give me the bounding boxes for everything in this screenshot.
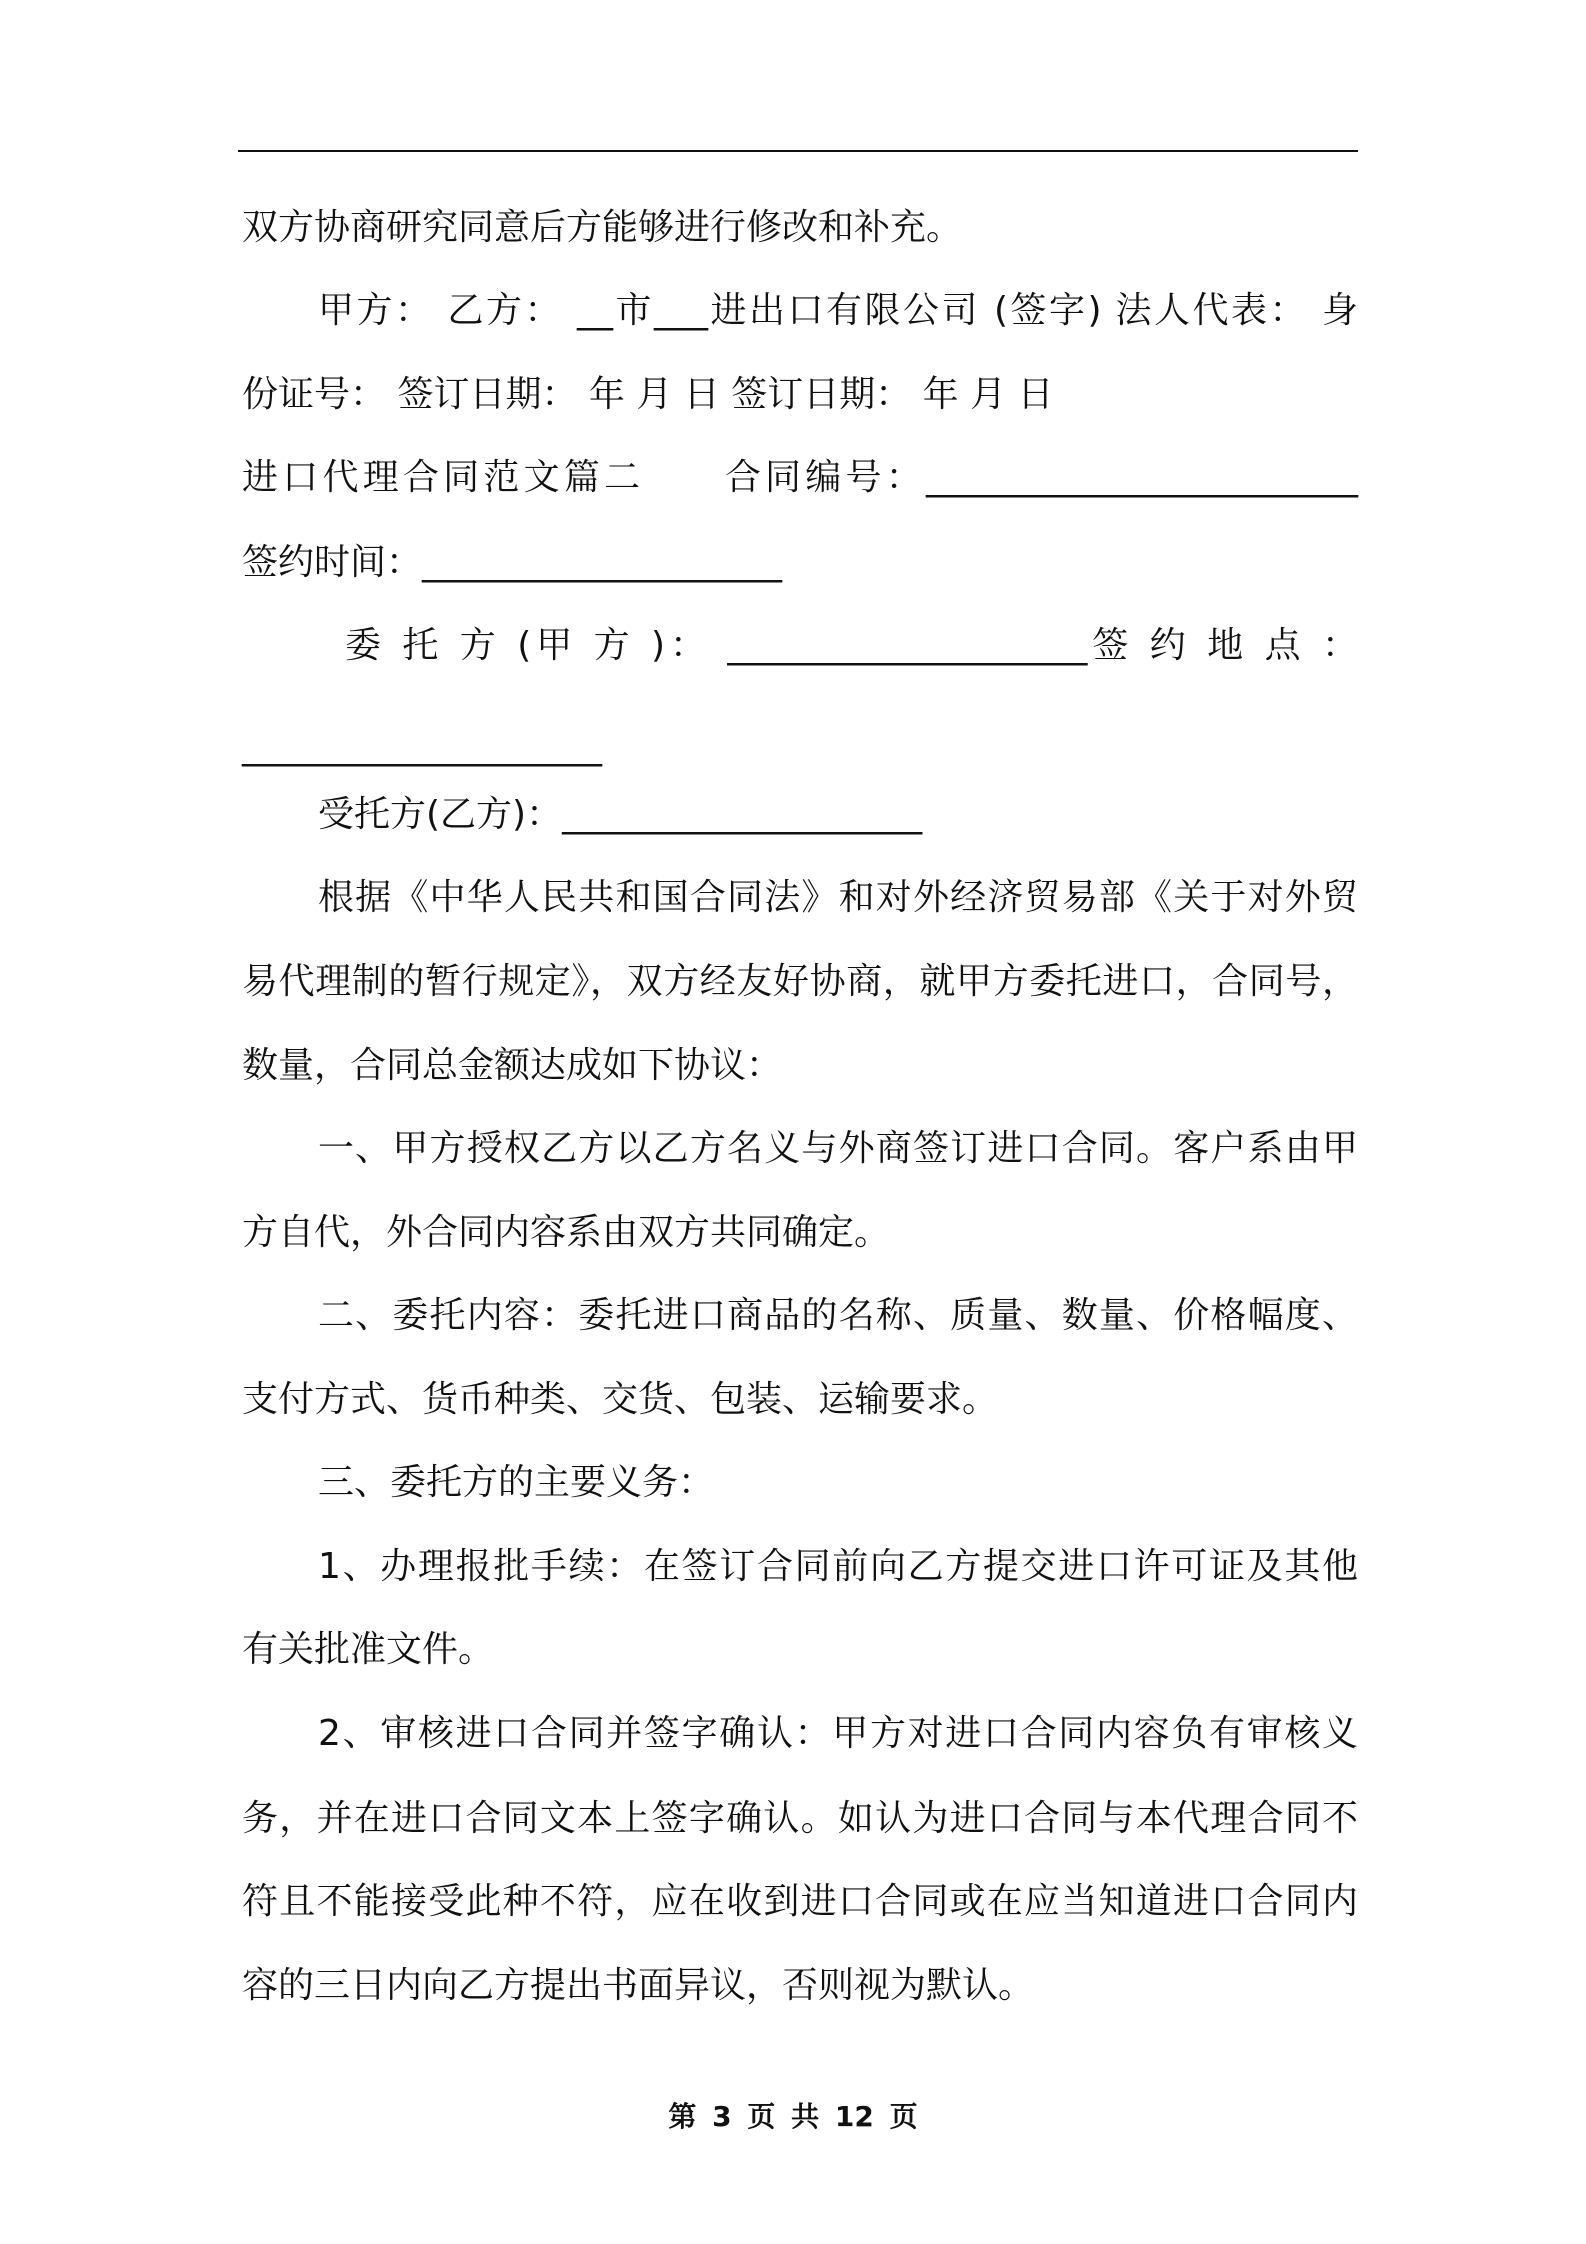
page-number-footer: 第 3 页 共 12 页 [668, 2100, 918, 2133]
text-line: 受托方(乙方)：____________________ [318, 794, 923, 835]
text-line: 三、委托方的主要义务： [318, 1462, 715, 1503]
text-line: 容的三日内向乙方提出书面异议，否则视为默认。 [242, 1965, 1035, 2006]
text-line: 支付方式、货币种类、交货、包装、运输要求。 [242, 1379, 999, 1420]
text-line: 进口代理合同范文篇二 合同编号：________________________ [242, 457, 1358, 498]
text-line: 委 托 方 (甲 方 )： ____________________签 约 地 点 ： [345, 625, 1358, 666]
text-line: 签约时间：____________________ [242, 542, 783, 583]
text-line: 易代理制的暂行规定》，双方经友好协商，就甲方委托进口，合同号， [242, 961, 1358, 1002]
text-line: 双方协商研究同意后方能够进行修改和补充。 [242, 207, 963, 248]
text-line: 二、委托内容：委托进口商品的名称、质量、数量、价格幅度、 [318, 1295, 1358, 1336]
text-line: 符且不能接受此种不符，应在收到进口合同或在应当知道进口合同内 [242, 1881, 1358, 1922]
text-line: 数量，合同总金额达成如下协议： [242, 1045, 783, 1086]
text-line: 一、甲方授权乙方以乙方名义与外商签订进口合同。客户系由甲 [318, 1128, 1358, 1169]
text-line: 1、办理报批手续：在签订合同前向乙方提交进口许可证及其他 [318, 1546, 1358, 1587]
header-rule [238, 150, 1358, 152]
text-line: 务，并在进口合同文本上签字确认。如认为进口合同与本代理合同不 [242, 1798, 1358, 1839]
text-line: 根据《中华人民共和国合同法》和对外经济贸易部《关于对外贸 [318, 877, 1358, 918]
text-line: 2、审核进口合同并签字确认：甲方对进口合同内容负有审核义 [318, 1713, 1358, 1754]
text-line: 甲方： 乙方： __市___进出口有限公司 (签字) 法人代表： 身 [318, 290, 1358, 331]
text-line: 份证号： 签订日期： 年 月 日 签订日期： 年 月 日 [242, 374, 1054, 415]
text-line: 方自代，外合同内容系由双方共同确定。 [242, 1212, 891, 1253]
text-line: 有关批准文件。 [242, 1629, 495, 1670]
text-line: ____________________ [242, 726, 602, 767]
